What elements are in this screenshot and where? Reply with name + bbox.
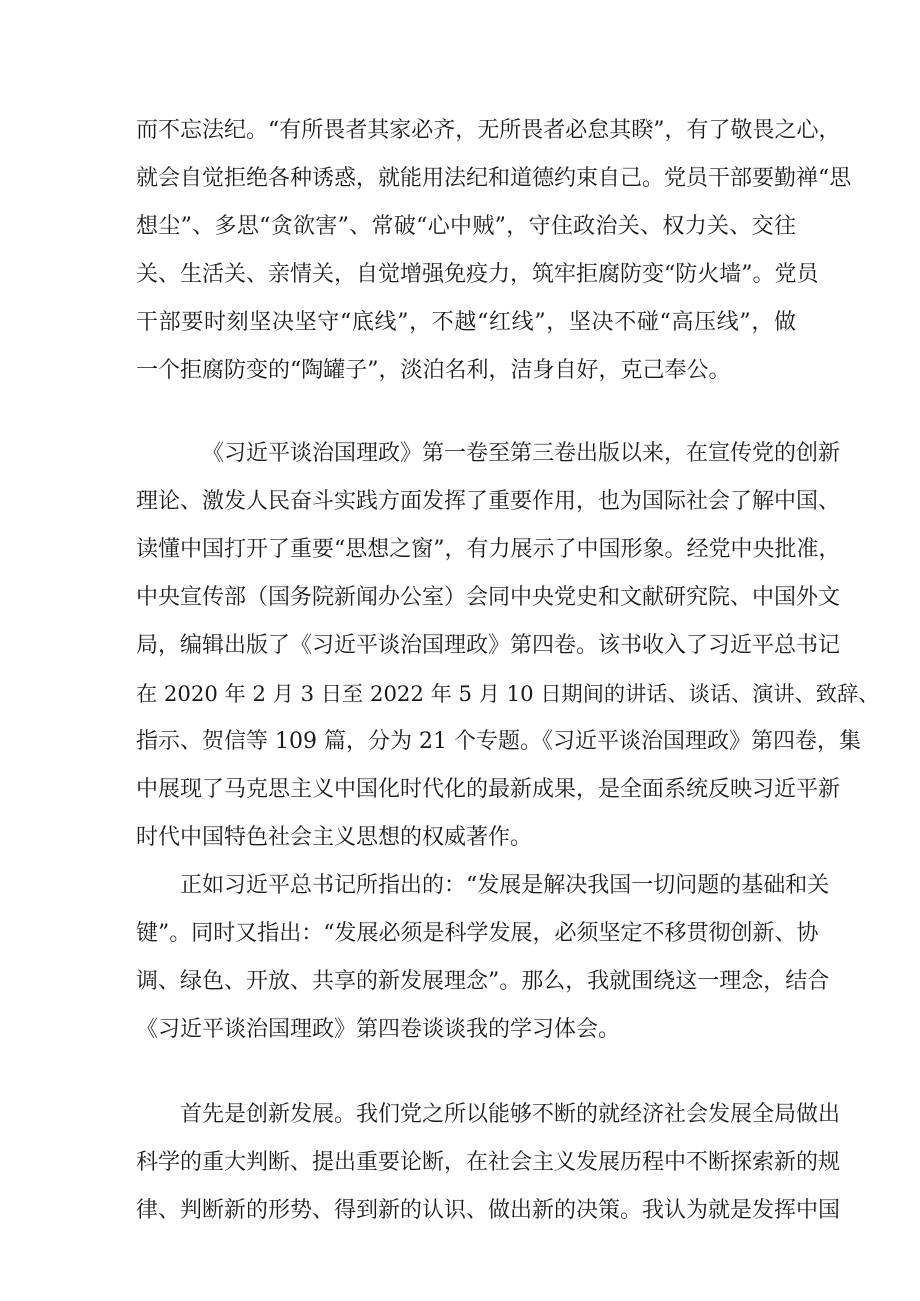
paragraph-innovation: [136, 1091, 841, 1235]
text-line: 读懂中国打开了重要“思想之窗”，有力展示了中国形象。经党中央批准，: [136, 537, 841, 562]
paragraph-book-intro: [136, 430, 880, 862]
text-line: 《习近平谈治国理政》第四卷谈谈我的学习体会。: [136, 1017, 621, 1042]
paragraph-discipline: [136, 107, 852, 395]
text-line: 科学的重大判断、提出重要论断，在社会主义发展历程中不断探索新的规: [136, 1150, 841, 1175]
paragraph-development-quote: [136, 862, 830, 1054]
text-line: 一个拒腐防变的“陶罐子”，淡泊名利，洁身自好，克己奉公。: [136, 358, 731, 383]
text-line: 中展现了马克思主义中国化时代化的最新成果，是全面系统反映习近平新: [136, 777, 841, 802]
text-line: 时代中国特色社会主义思想的权威著作。: [136, 825, 533, 850]
text-line: 《习近平谈治国理政》第一卷至第三卷出版以来，在宣传党的创新: [202, 441, 841, 466]
text-line: 在 2020 年 2 月 3 日至 2022 年 5 月 10 日期间的讲话、谈话、演讲、致辞、: [136, 681, 880, 706]
text-line: 想尘”、多思“贪欲害”、常破“心中贼”，守住政治关、权力关、交往: [136, 214, 796, 239]
text-line: 理论、激发人民奋斗实践方面发挥了重要作用，也为国际社会了解中国、: [136, 489, 841, 514]
text-line: 中央宣传部（国务院新闻办公室）会同中央党史和文献研究院、中国外文: [136, 585, 841, 610]
text-line: 指示、贺信等 109 篇，分为 21 个专题。《习近平谈治国理政》第四卷，集: [136, 729, 861, 754]
text-line: 干部要时刻坚决坚守“底线”，不越“红线”，坚决不碰“高压线”，做: [136, 310, 797, 335]
text-line: 而不忘法纪。“有所畏者其家必齐，无所畏者必怠其睽”，有了敬畏之心，: [136, 118, 841, 143]
text-line: 关、生活关、亲情关，自觉增强免疫力，筑牢拒腐防变“防火墙”。党员: [136, 262, 819, 287]
text-line: 律、判断新的形势、得到新的认识、做出新的决策。我认为就是发挥中国: [136, 1198, 841, 1223]
text-line: 键”。同时又指出：“发展必须是科学发展，必须坚定不移贯彻创新、协: [136, 921, 819, 946]
text-line: 局，编辑出版了《习近平谈治国理政》第四卷。该书收入了习近平总书记: [136, 633, 841, 658]
text-line: 首先是创新发展。我们党之所以能够不断的就经济社会发展全局做出: [180, 1102, 841, 1127]
text-line: 就会自觉拒绝各种诱惑，就能用法纪和道德约束自己。党员干部要勤禅“思: [136, 166, 852, 191]
text-line: 调、绿色、开放、共享的新发展理念”。那么，我就围绕这一理念，结合: [136, 969, 830, 994]
text-line: 正如习近平总书记所指出的：“发展是解决我国一切问题的基础和关: [180, 873, 830, 898]
